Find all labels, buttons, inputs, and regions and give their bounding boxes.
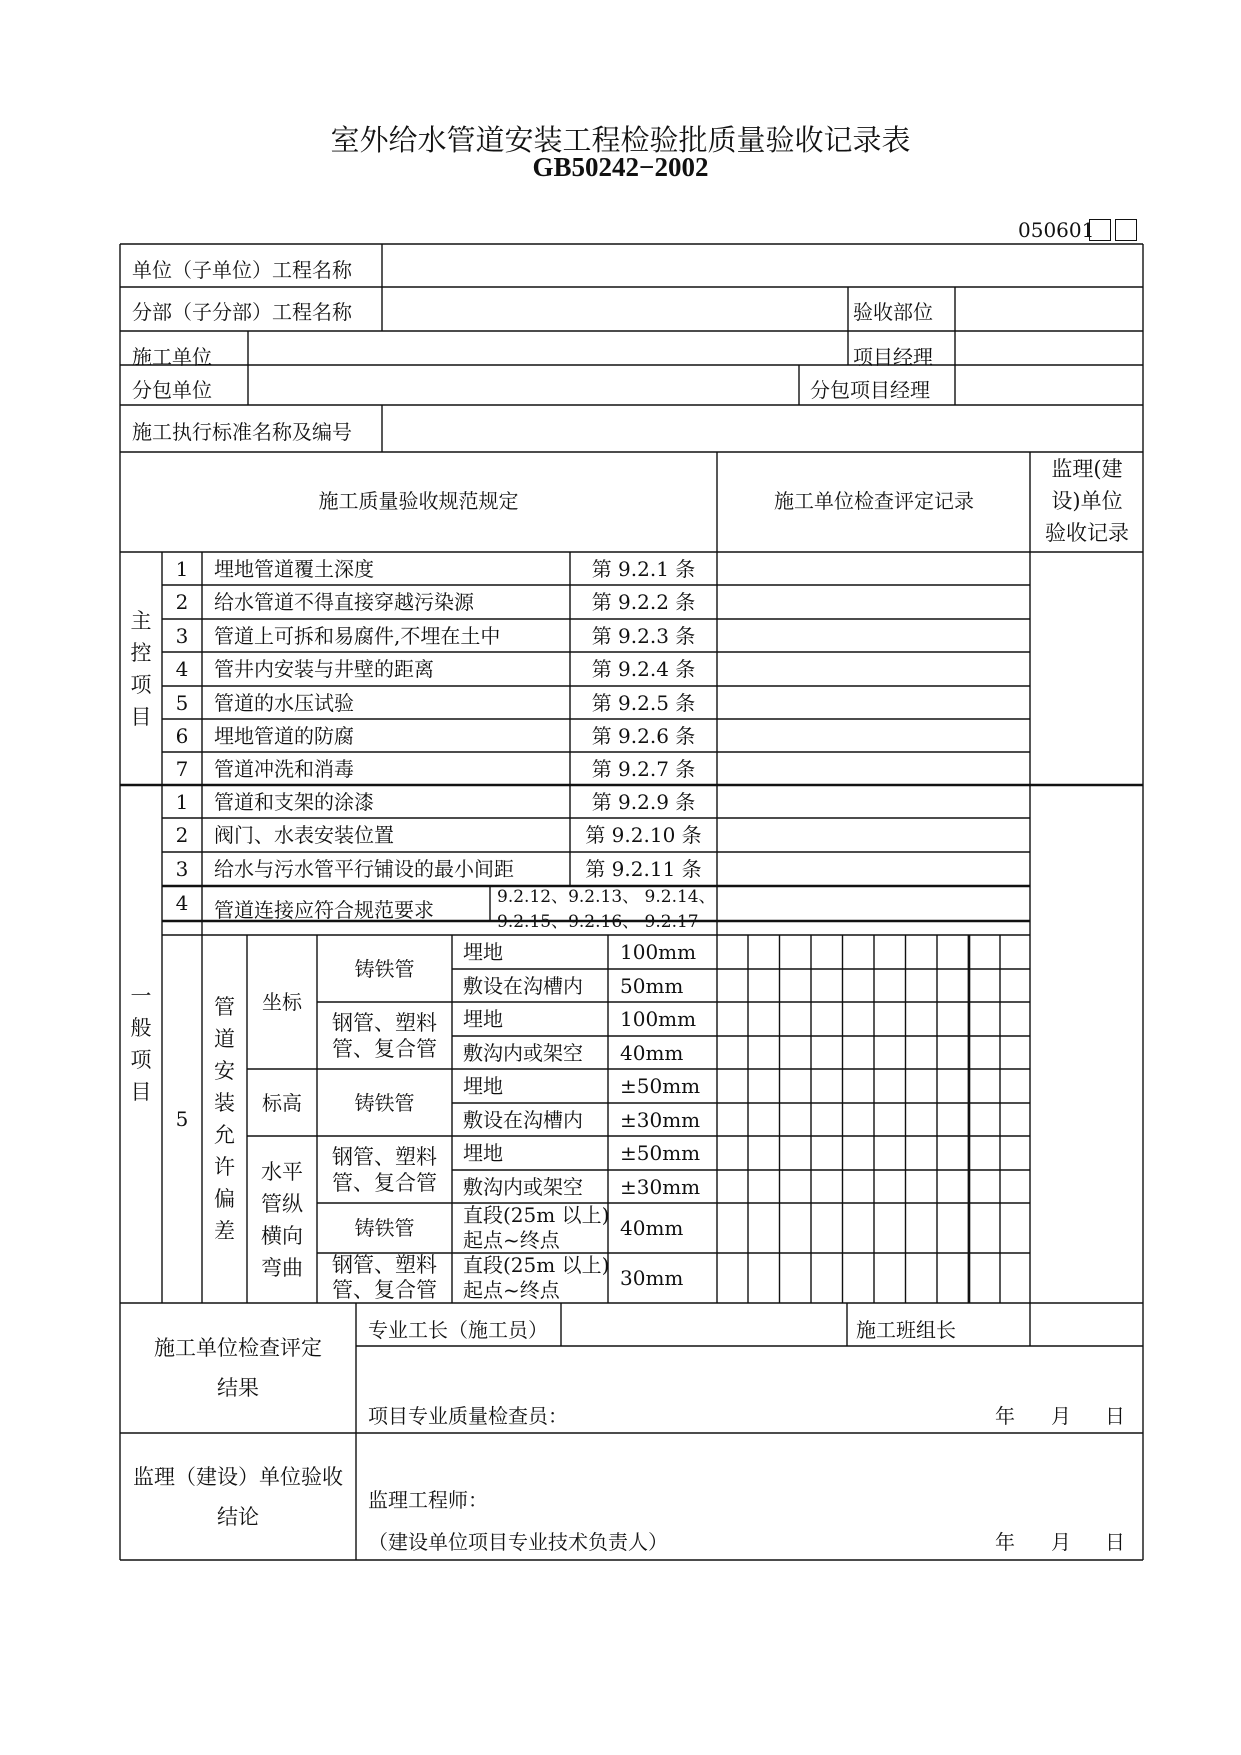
deviation-condition: 埋地	[463, 1007, 503, 1031]
team-leader-label: 施工班组长	[856, 1318, 956, 1342]
subcontract-manager-label: 分包项目经理	[810, 378, 930, 402]
owner-rep-label: （建设单位项目专业技术负责人）	[368, 1530, 668, 1554]
main-item-name: 给水管道不得直接穿越污染源	[214, 589, 474, 614]
main-item-clause: 第 9.2.7 条	[591, 756, 696, 781]
main-item-number: 1	[175, 556, 189, 581]
main-item-clause: 第 9.2.1 条	[591, 556, 696, 581]
supervision-record-header: 监理(建 设)单位 验收记录	[1045, 456, 1129, 545]
spec-header: 施工质量验收规范规定	[318, 488, 519, 513]
subcontract-unit-label: 分包单位	[132, 378, 212, 402]
steel-plastic-label-bend: 钢管、塑料 管、复合管	[332, 1253, 437, 1302]
deviation-tolerance: 40mm	[620, 1040, 684, 1065]
division-project-label: 分部（子分部）工程名称	[132, 300, 352, 324]
quality-inspector-label: 项目专业质量检查员：	[368, 1404, 568, 1428]
general-item-4-number: 4	[175, 891, 189, 915]
supervision-conclusion-label: 监理（建设）单位验收 结论	[133, 1464, 343, 1529]
construction-record-header: 施工单位检查评定记录	[774, 488, 974, 513]
main-item-clause: 第 9.2.4 条	[591, 656, 696, 681]
cast-iron-label-coord: 铸铁管	[354, 956, 415, 981]
general-item-name: 给水与污水管平行铺设的最小间距	[214, 856, 514, 881]
date-day-1: 日	[1105, 1404, 1125, 1428]
main-item-name: 埋地管道的防腐	[214, 723, 354, 748]
general-item-4-clause-line2: 9.2.15、9.2.16、 9.2.17	[497, 912, 699, 932]
unit-project-label: 单位（子单位）工程名称	[132, 258, 352, 282]
construction-result-label: 施工单位检查评定 结果	[154, 1336, 322, 1400]
general-item-clause: 第 9.2.9 条	[591, 789, 696, 814]
main-item-name: 管道冲洗和消毒	[214, 756, 354, 781]
deviation-tolerance: ±30mm	[620, 1174, 701, 1199]
deviation-condition: 直段(25m 以上) 起点~终点	[463, 1203, 610, 1252]
deviation-condition: 敷设在沟槽内	[463, 973, 583, 998]
cast-iron-label-elevation: 铸铁管	[354, 1090, 415, 1115]
supervising-engineer-label: 监理工程师：	[368, 1488, 488, 1512]
main-item-clause: 第 9.2.3 条	[591, 623, 696, 648]
deviation-tolerance: 30mm	[620, 1266, 684, 1290]
main-item-number: 5	[175, 690, 189, 715]
cast-iron-label-horizontal: 铸铁管	[354, 1216, 415, 1240]
deviation-condition: 埋地	[463, 1074, 503, 1098]
construction-unit-label: 施工单位	[132, 345, 212, 369]
coordinate-label: 坐标	[262, 990, 302, 1014]
deviation-tolerance: 50mm	[620, 973, 684, 998]
deviation-condition: 埋地	[463, 1141, 503, 1165]
allowable-deviation-label: 管 道 安 装 允 许 偏 差	[214, 995, 235, 1243]
steel-plastic-label-horizontal: 钢管、塑料 管、复合管	[332, 1144, 437, 1195]
standard-code: GB50242−2002	[532, 152, 709, 182]
main-item-number: 4	[175, 656, 189, 681]
main-item-number: 3	[175, 623, 189, 648]
deviation-condition: 直段(25m 以上) 起点~终点	[463, 1253, 610, 1302]
general-item-name: 阀门、水表安装位置	[214, 822, 394, 847]
deviation-tolerance: ±30mm	[620, 1107, 701, 1132]
date-month-1: 月	[1051, 1404, 1071, 1428]
horizontal-bend-label: 水平 管纵 横向 弯曲	[261, 1159, 303, 1280]
general-item-number: 2	[175, 822, 189, 847]
acceptance-part-label: 验收部位	[853, 300, 933, 324]
main-item-clause: 第 9.2.2 条	[591, 589, 696, 614]
deviation-condition: 敷设在沟槽内	[463, 1107, 583, 1132]
form-number: 050601	[1018, 218, 1095, 242]
form-number-box-2[interactable]	[1115, 219, 1137, 241]
main-control-label: 主 控 项 目	[130, 608, 152, 729]
general-item-name: 管道和支架的涂漆	[214, 789, 374, 814]
deviation-tolerance: 100mm	[620, 1007, 697, 1031]
main-item-number: 6	[175, 723, 189, 748]
main-item-name: 管道上可拆和易腐件,不埋在土中	[214, 623, 501, 648]
general-items-label: 一 般 项 目	[130, 984, 152, 1104]
deviation-tolerance: ±50mm	[620, 1141, 701, 1165]
deviation-condition: 敷沟内或架空	[463, 1174, 583, 1199]
general-item-number: 3	[175, 856, 189, 881]
general-item-clause: 第 9.2.10 条	[585, 822, 702, 847]
general-item-5-number: 5	[175, 1107, 189, 1131]
main-item-clause: 第 9.2.6 条	[591, 723, 696, 748]
form-title: 室外给水管道安装工程检验批质量验收记录表	[330, 123, 911, 157]
form-number-box-1[interactable]	[1089, 219, 1111, 241]
main-item-name: 埋地管道覆土深度	[214, 556, 374, 581]
date-year-1: 年	[995, 1404, 1015, 1428]
steel-plastic-label-coord: 钢管、塑料 管、复合管	[332, 1010, 437, 1061]
project-manager-label: 项目经理	[853, 345, 933, 369]
general-item-4-name: 管道连接应符合规范要求	[214, 898, 434, 922]
general-item-clause: 第 9.2.11 条	[585, 856, 702, 881]
deviation-tolerance: ±50mm	[620, 1074, 701, 1098]
main-item-name: 管道的水压试验	[214, 690, 354, 715]
general-item-4-clause-line1: 9.2.12、9.2.13、 9.2.14、	[497, 887, 716, 907]
date-day-2: 日	[1105, 1530, 1125, 1554]
main-item-number: 7	[175, 756, 189, 781]
main-item-clause: 第 9.2.5 条	[591, 690, 696, 715]
main-item-name: 管井内安装与井壁的距离	[214, 656, 434, 681]
deviation-tolerance: 40mm	[620, 1216, 684, 1240]
elevation-label: 标高	[262, 1090, 302, 1115]
foreman-label: 专业工长（施工员）	[368, 1318, 548, 1342]
deviation-condition: 埋地	[463, 940, 503, 964]
deviation-condition: 敷沟内或架空	[463, 1040, 583, 1065]
main-item-number: 2	[175, 589, 189, 614]
general-item-number: 1	[175, 789, 189, 814]
standard-name-label: 施工执行标准名称及编号	[132, 420, 352, 444]
date-year-2: 年	[995, 1530, 1015, 1554]
date-month-2: 月	[1051, 1530, 1071, 1554]
deviation-tolerance: 100mm	[620, 940, 697, 964]
